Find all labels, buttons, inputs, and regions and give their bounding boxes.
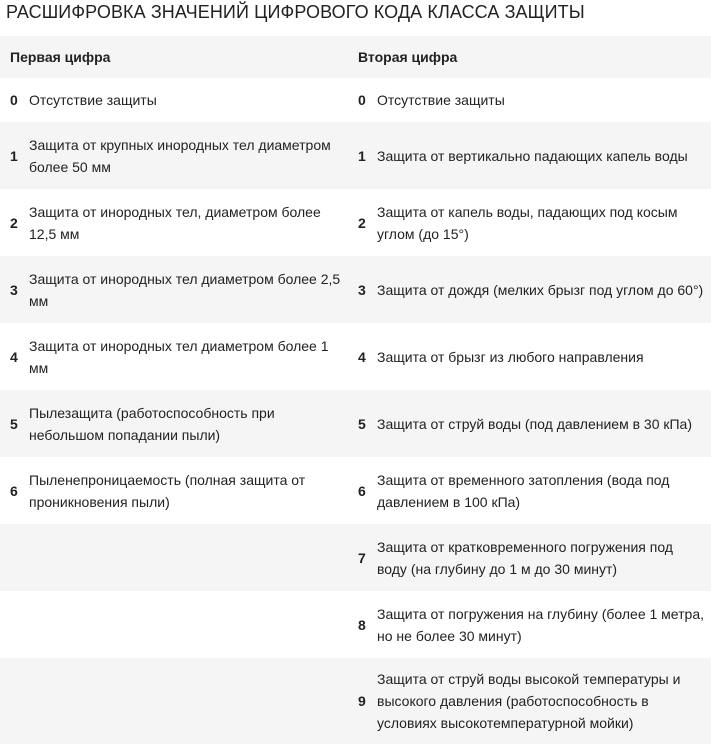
second-digit-cell (348, 524, 711, 591)
table-row (0, 658, 711, 744)
digit-number: 8 (358, 616, 366, 633)
table-header-row (0, 36, 711, 78)
first-digit-cell-empty (0, 658, 348, 744)
column-header-second-digit: Вторая цифра (358, 49, 458, 65)
second-digit-cell (348, 390, 711, 457)
second-digit-cell (348, 78, 711, 122)
table-row (0, 122, 711, 189)
second-digit-cell (348, 457, 711, 524)
second-digit-cell (348, 323, 711, 390)
column-header-first-digit: Первая цифра (10, 49, 111, 65)
second-digit-cell (348, 658, 711, 744)
digit-number: 5 (10, 415, 18, 432)
digit-number: 6 (358, 482, 366, 499)
table-row (0, 189, 711, 256)
digit-number: 5 (358, 415, 366, 432)
digit-number: 3 (358, 281, 366, 298)
first-digit-cell (0, 390, 348, 457)
table-row (0, 524, 711, 591)
first-digit-cell (0, 189, 348, 256)
digit-number: 7 (358, 549, 366, 566)
digit-number: 4 (358, 348, 366, 365)
digit-number: 4 (10, 348, 18, 365)
digit-description: Защита от инородных тел, диаметром более 12,5 мм (29, 203, 321, 242)
second-digit-cell (348, 189, 711, 256)
digit-description: Защита от струй воды (под давлением в 30 кПа) (377, 415, 693, 432)
digit-description: Защита от капель воды, падающих под косым углом (до 15°) (377, 203, 678, 242)
digit-description: Защита от кратковременного погружения под воду (на глубину до 1 м до 30 минут) (377, 538, 673, 577)
digit-description: Пылезащита (работоспособность при небольшом попадании пыли) (29, 404, 275, 443)
first-digit-cell (0, 78, 348, 122)
table-row (0, 256, 711, 323)
digit-description: Защита от инородных тел диаметром более 2,5 мм (29, 270, 341, 309)
first-digit-cell (0, 122, 348, 189)
digit-description: Защита от вертикально падающих капель воды (377, 147, 688, 164)
digit-number: 2 (358, 214, 366, 231)
table-row (0, 78, 711, 122)
second-digit-cell (348, 256, 711, 323)
digit-description: Отсутствие защиты (377, 92, 505, 108)
digit-number: 9 (358, 693, 366, 709)
table-row (0, 591, 711, 658)
digit-description: Защита от дождя (мелких брызг под углом до 60°) (377, 281, 704, 298)
digit-number: 3 (10, 281, 18, 298)
digit-description: Пыленепроницаемость (полная защита от проникновения пыли) (29, 471, 306, 510)
digit-description: Защита от струй воды высокой температуры и высокого давления (работоспособность в условиях высокотемпературной мойки) (377, 671, 681, 731)
digit-description: Защита от брызг из любого направления (377, 348, 644, 365)
digit-number: 1 (10, 147, 18, 164)
first-digit-cell (0, 323, 348, 390)
table-row (0, 390, 711, 457)
second-digit-cell (348, 591, 711, 658)
page-title: РАСШИФРОВКА ЗНАЧЕНИЙ ЦИФРОВОГО КОДА КЛАССА ЗАЩИТЫ (6, 2, 585, 22)
first-digit-cell-empty (0, 591, 348, 658)
first-digit-cell (0, 457, 348, 524)
digit-description: Защита от инородных тел диаметром более 1 мм (29, 337, 329, 376)
digit-description: Защита от погружения на глубину (более 1 метра, но не более 30 минут) (377, 605, 705, 644)
table-row (0, 457, 711, 524)
digit-number: 6 (10, 482, 18, 499)
digit-number: 2 (10, 214, 18, 231)
digit-number: 0 (10, 92, 18, 108)
digit-description: Отсутствие защиты (29, 92, 157, 108)
table-row (0, 323, 711, 390)
first-digit-cell (0, 256, 348, 323)
digit-description: Защита от временного затопления (вода под давлением в 100 кПа) (377, 471, 670, 510)
digit-number: 0 (358, 92, 366, 108)
digit-description: Защита от крупных инородных тел диаметром более 50 мм (29, 136, 331, 175)
protection-code-table (0, 36, 711, 744)
first-digit-cell-empty (0, 524, 348, 591)
second-digit-cell (348, 122, 711, 189)
digit-number: 1 (358, 147, 366, 164)
